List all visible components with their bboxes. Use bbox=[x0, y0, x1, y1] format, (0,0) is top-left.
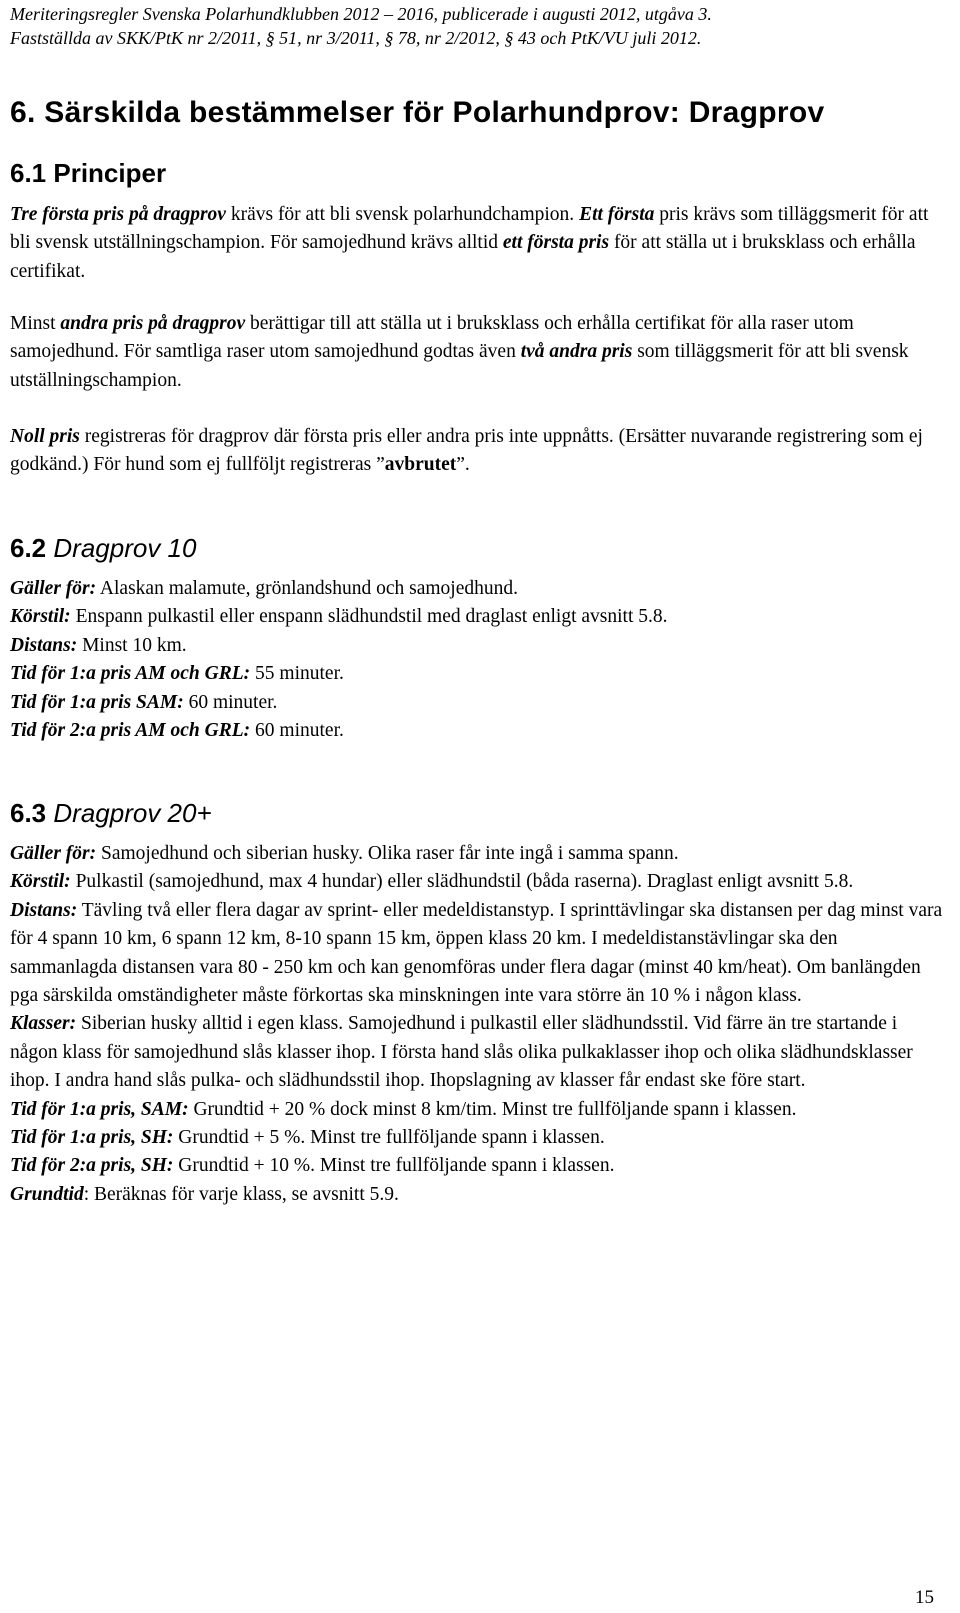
rule-text: : Beräknas för varje klass, se avsnitt 5.9. bbox=[83, 1183, 399, 1205]
text-run: för att ställa ut i bruksklass och erhålla certifikat. bbox=[10, 232, 916, 282]
rule-text: 60 minuter. bbox=[183, 691, 278, 713]
emph-andra-pris: andra pris på dragprov bbox=[60, 313, 246, 334]
section-title: 6. Särskilda bestämmelser för Polarhundprov: Dragprov bbox=[10, 96, 825, 129]
heading-6-3-number: 6.3 bbox=[10, 798, 47, 828]
rule-text: Grundtid + 5 %. Minst tre fullföljande spann i klassen. bbox=[173, 1127, 605, 1149]
rule-text: Pulkastil (samojedhund, max 4 hundar) eller slädhundstil (båda raserna). Draglast enligt avsnitt 5.8. bbox=[70, 871, 854, 893]
rule-text: 60 minuter. bbox=[250, 720, 344, 742]
heading-6-3-text: Dragprov 20+ bbox=[46, 798, 212, 828]
heading-6-1 bbox=[10, 158, 166, 189]
rule-row bbox=[10, 717, 945, 745]
dragprov-10-rules bbox=[10, 575, 945, 745]
paragraph-principles-1 bbox=[10, 201, 945, 286]
emph-tva-andra-pris: två andra pris bbox=[520, 341, 633, 363]
rule-row bbox=[10, 1010, 945, 1095]
rule-row bbox=[10, 1181, 945, 1209]
rule-label: Distans: bbox=[10, 634, 78, 656]
heading-6-2 bbox=[10, 533, 196, 564]
rule-label: Körstil: bbox=[10, 871, 71, 893]
emph-avbrutet: avbrutet bbox=[384, 454, 457, 476]
rule-text: Grundtid + 20 % dock minst 8 km/tim. Minst tre fullföljande spann i klassen. bbox=[188, 1098, 797, 1120]
text-run: berättigar till att ställa ut i bruksklass och erhålla certifikat för alla raser utom samojedhund. För samtliga raser utom samojedhund godtas även bbox=[10, 313, 854, 363]
rule-text: Grundtid + 10 %. Minst tre fullföljande spann i klassen. bbox=[173, 1155, 615, 1177]
rule-label: Gäller för: bbox=[10, 843, 97, 864]
rule-label: Tid för 1:a pris AM och GRL: bbox=[10, 663, 251, 685]
rule-label: Grundtid bbox=[10, 1183, 84, 1205]
rule-label: Tid för 1:a pris, SH: bbox=[10, 1127, 174, 1149]
header-line-1: Meriteringsregler Svenska Polarhundklubben 2012 – 2016, publicerade i augusti 2012, utgåva 3. bbox=[10, 4, 712, 24]
page-number: 15 bbox=[915, 1587, 934, 1608]
dragprov-20-rules bbox=[10, 840, 945, 1209]
paragraph-principles-3 bbox=[10, 423, 945, 480]
rule-label: Distans: bbox=[10, 899, 78, 921]
text-run: ”. bbox=[456, 454, 470, 476]
emph-ett-forsta-pris: ett första pris bbox=[502, 232, 610, 254]
rule-text: Samojedhund och siberian husky. Olika raser får inte ingå i samma spann. bbox=[96, 843, 679, 864]
rule-label: Klasser: bbox=[10, 1013, 77, 1035]
rule-row bbox=[10, 1124, 945, 1152]
text-run: Minst bbox=[10, 313, 61, 334]
emph-ett-forsta: Ett första bbox=[579, 204, 655, 225]
heading-6-1-text: 6.1 Principer bbox=[10, 158, 167, 188]
rule-row bbox=[10, 660, 945, 688]
rule-text: Siberian husky alltid i egen klass. Samojedhund i pulkastil eller slädhundsstil. Vid färre än tre startande i någon klass för samojedhund slås klasser ihop. I första hand slås olika pulkaklasser ihop och olika slädhundsklasser ihop. I andra hand slås pulka- och slädhundsstil ihop. Ihopslagning av klasser får endast ske före start. bbox=[10, 1013, 913, 1092]
rule-label: Tid för 1:a pris, SAM: bbox=[10, 1098, 189, 1120]
rule-label: Tid för 1:a pris SAM: bbox=[10, 691, 184, 713]
rule-row bbox=[10, 575, 945, 603]
heading-6-3 bbox=[10, 798, 212, 829]
rule-row bbox=[10, 1152, 945, 1180]
rule-row bbox=[10, 1096, 945, 1124]
rule-label: Tid för 2:a pris, SH: bbox=[10, 1155, 174, 1177]
running-header bbox=[10, 2, 950, 50]
emph-tre-forsta: Tre första pris på dragprov bbox=[10, 204, 226, 225]
rule-row bbox=[10, 840, 945, 868]
rule-text: Alaskan malamute, grönlandshund och samojedhund. bbox=[96, 578, 519, 599]
heading-6-2-text: Dragprov 10 bbox=[46, 533, 197, 563]
rule-label: Körstil: bbox=[10, 606, 71, 628]
rule-text: Enspann pulkastil eller enspann slädhundstil med draglast enligt avsnitt 5.8. bbox=[70, 606, 668, 628]
header-line-2: Fastställda av SKK/PtK nr 2/2011, § 51, nr 3/2011, § 78, nr 2/2012, § 43 och PtK/VU juli 2012. bbox=[10, 28, 702, 48]
rule-text: 55 minuter. bbox=[250, 663, 344, 685]
rule-row bbox=[10, 868, 945, 896]
rule-row bbox=[10, 689, 945, 717]
rule-row bbox=[10, 897, 945, 1011]
text-run: registreras för dragprov där första pris eller andra pris inte uppnåtts. (Ersätter nuvarande registrering som ej godkänd.) För hund som ej fullföljt registreras ” bbox=[10, 426, 923, 476]
text-run: krävs för att bli svensk polarhundchampion. bbox=[225, 204, 580, 225]
rule-label: Tid för 2:a pris AM och GRL: bbox=[10, 720, 251, 742]
rule-text: Minst 10 km. bbox=[77, 634, 187, 656]
text-run: pris krävs som tilläggsmerit för att bli svensk utställningschampion. För samojedhund krävs alltid bbox=[10, 204, 929, 254]
rule-row bbox=[10, 632, 945, 660]
rule-text: Tävling två eller flera dagar av sprint- eller medeldistanstyp. I sprinttävlingar ska distansen per dag minst vara för 4 spann 10 km, 6 spann 12 km, 8-10 spann 15 km, öppen klass 20 km. I medeldistanstävlingar ska den sammanlagda distansen vara 80 - 250 km och kan genomföras under flera dagar (minst 40 km/heat). Om banlängden pga särskilda omständigheter måste förkortas ska minskningen inte vara större än 10 % i någon klass. bbox=[10, 899, 943, 1007]
heading-6-2-number: 6.2 bbox=[10, 533, 47, 563]
text-run: som tilläggsmerit för att bli svensk utställningschampion. bbox=[10, 341, 909, 391]
rule-row bbox=[10, 603, 945, 631]
paragraph-principles-2 bbox=[10, 310, 945, 395]
rule-label: Gäller för: bbox=[10, 578, 97, 599]
emph-noll-pris: Noll pris bbox=[10, 426, 80, 447]
